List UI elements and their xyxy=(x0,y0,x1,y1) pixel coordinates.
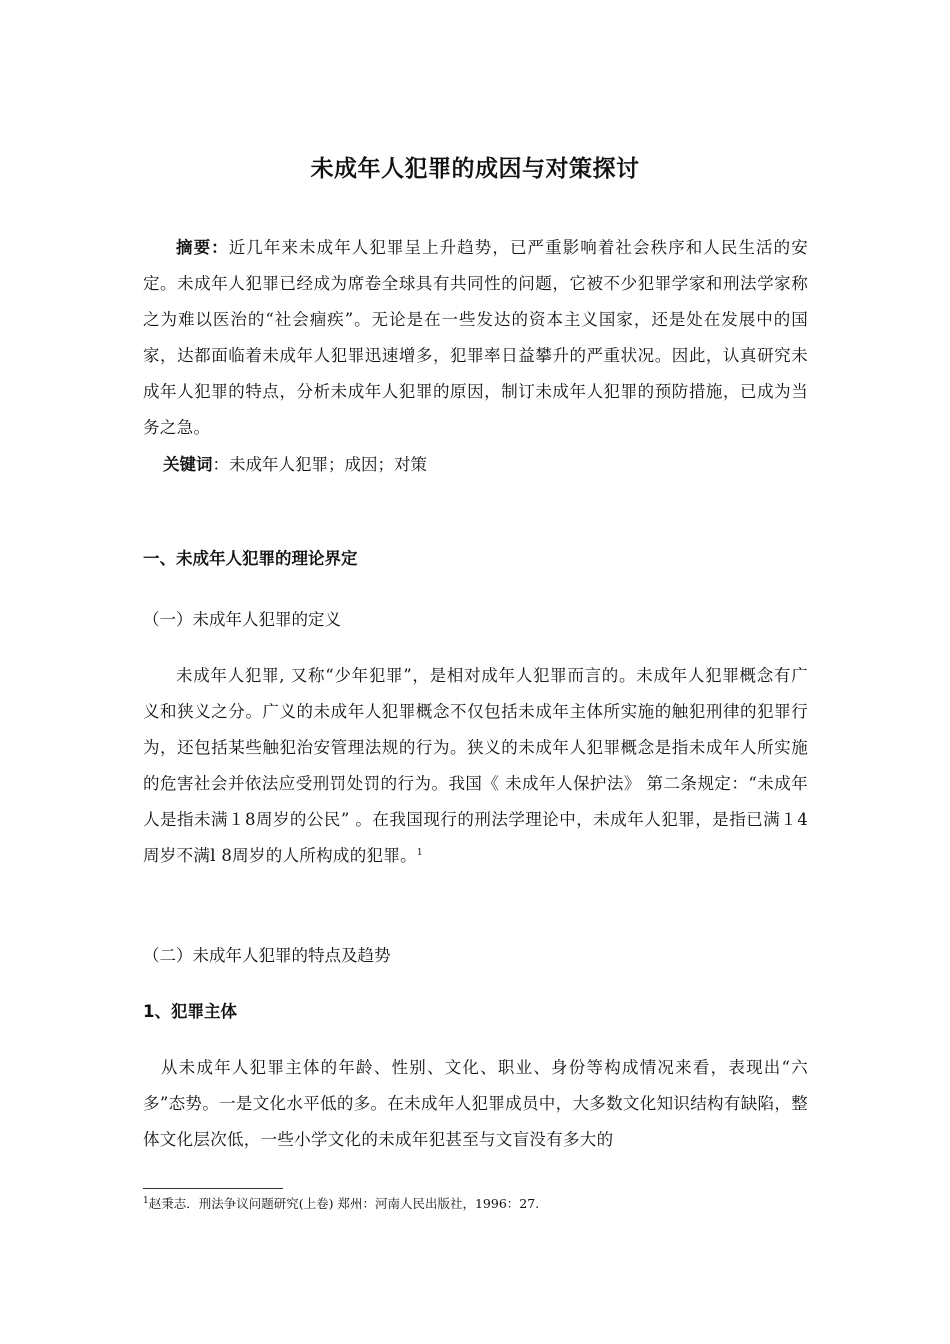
paper-title: 未成年人犯罪的成因与对策探讨 xyxy=(310,156,640,182)
definition-text: 未成年人犯罪, 又称“少年犯罪”，是相对成年人犯罪而言的。未成年人犯罪概念有广义和狭义之分。广义的未成年人犯罪概念不仅包括未成年主体所实施的触犯刑律的犯罪行为，还包括某些触犯治安管理法规的行为。狭义的未成年人犯罪概念是指未成年人所实施的危害社会并依法应受刑罚处罚的行为。我国《 未成年人保护法》 第二条规定：“未成年人是指未满１8周岁的公民” 。在我国现行的刑法学理论中，未成年人犯罪，是指已满１4周岁不满l 8周岁的人所构成的犯罪。 xyxy=(143,666,808,865)
footnote xyxy=(143,1194,539,1214)
keywords-label: 关键词 xyxy=(163,455,213,474)
keywords-text: ：未成年人犯罪；成因；对策 xyxy=(212,455,427,474)
subsection-1-heading: （一）未成年人犯罪的定义 xyxy=(143,610,341,629)
subject-paragraph: 从未成年人犯罪主体的年龄、性别、文化、职业、身份等构成情况来看，表现出“六多”态势。一是文化水平低的多。在未成年人犯罪成员中，大多数文化知识结构有缺陷，整体文化层次低，一些小学文化的未成年犯甚至与文盲没有多大的 xyxy=(143,1058,808,1149)
definition-paragraph xyxy=(143,658,808,874)
abstract-text: 近几年来未成年人犯罪呈上升趋势，已严重影响着社会秩序和人民生活的安定。未成年人犯罪已经成为席卷全球具有共同性的问题，它被不少犯罪学家和刑法学家称之为难以医治的“社会痼疾”。无论是在一些发达的资本主义国家，还是处在发展中的国家，达都面临着未成年人犯罪迅速增多，犯罪率日益攀升的严重状况。因此，认真研究未成年人犯罪的特点，分析未成年人犯罪的原因，制订未成年人犯罪的预防措施，已成为当务之急。 xyxy=(143,238,808,437)
keywords-line xyxy=(163,447,427,483)
item-1-heading: 1、犯罪主体 xyxy=(143,1002,237,1021)
abstract-paragraph xyxy=(143,230,808,446)
footnote-marker: 1 xyxy=(143,1196,149,1206)
footnote-separator xyxy=(143,1188,283,1189)
footnote-ref: 1 xyxy=(416,848,423,858)
section-1-heading: 一、未成年人犯罪的理论界定 xyxy=(143,549,358,568)
subsection-2-heading: （二）未成年人犯罪的特点及趋势 xyxy=(143,946,391,965)
abstract-label: 摘要： xyxy=(176,238,229,257)
footnote-text: 赵秉志．刑法争议问题研究(上卷) 郑州：河南人民出版社，1996：27. xyxy=(148,1196,540,1211)
